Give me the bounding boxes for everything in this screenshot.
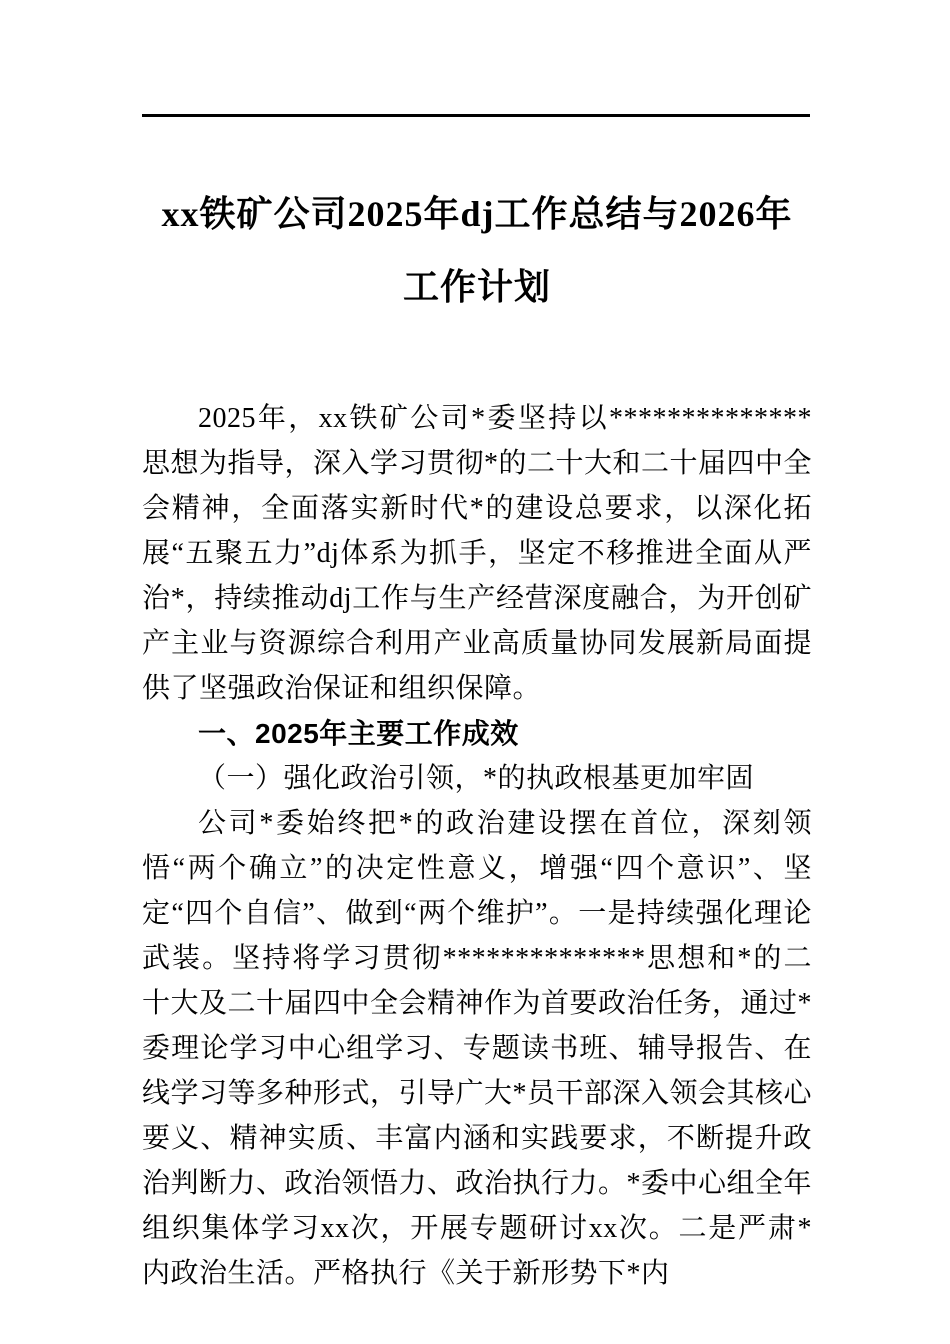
subsection-heading: （一）强化政治引领，*的执政根基更加牢固: [198, 763, 755, 794]
document-body: [142, 396, 812, 1296]
paragraph: 公司*委始终把*的政治建设摆在首位，深刻领悟“两个确立”的决定性意义，增强“四个意识”、坚定“四个自信”、做到“两个维护”。一是持续强化理论武装。坚持将学习贯彻**************思想和*的二十大及二十届四中全会精神作为首要政治任务，通过*委理论学习中心组学习、专题读书班、辅导报告、在线学习等多种形式，引导广大*员干部深入领会其核心要义、精神实质、丰富内涵和实践要求，不断提升政治判断力、政治领悟力、政治执行力。*委中心组全年组织集体学习xx次，开展专题研讨xx次。二是严肃*内政治生活。严格执行《关于新形势下*内: [142, 808, 813, 1289]
paragraph: 2025年，xx铁矿公司*委坚持以**************思想为指导，深入学习贯彻*的二十大和二十届四中全会精神，全面落实新时代*的建设总要求，以深化拓展“五聚五力”dj体系为抓手，坚定不移推进全面从严治*，持续推动dj工作与生产经营深度融合，为开创矿产主业与资源综合利用产业高质量协同发展新局面提供了坚强政治保证和组织保障。: [142, 403, 813, 704]
section-heading: 一、2025年主要工作成效: [198, 718, 519, 749]
title-line-2: 工作计划: [402, 267, 551, 307]
document-title: [142, 178, 812, 324]
title-line-1: xx铁矿公司2025年dj工作总结与2026年: [161, 194, 793, 234]
document-content: [142, 0, 812, 1296]
